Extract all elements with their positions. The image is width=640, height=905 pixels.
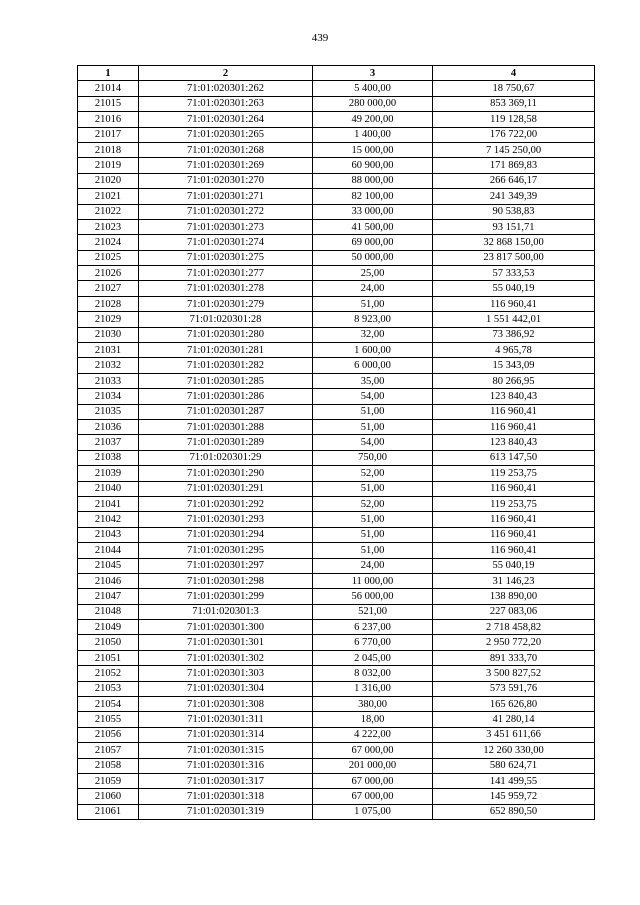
value-cell: 31 146,23 [433,573,595,588]
row-number-cell: 21049 [78,620,139,635]
row-number-cell: 21050 [78,635,139,650]
area-cell: 24,00 [313,281,433,296]
value-cell: 227 083,06 [433,604,595,619]
table-row [78,773,595,788]
area-cell: 56 000,00 [313,589,433,604]
value-cell: 141 499,55 [433,773,595,788]
area-cell: 60 900,00 [313,158,433,173]
row-number-cell: 21027 [78,281,139,296]
column-header-4: 4 [433,66,595,81]
cadastral-number-cell: 71:01:020301:264 [139,112,313,127]
row-number-cell: 21036 [78,419,139,434]
table-row [78,173,595,188]
cadastral-number-cell: 71:01:020301:301 [139,635,313,650]
row-number-cell: 21033 [78,373,139,388]
row-number-cell: 21054 [78,697,139,712]
row-number-cell: 21034 [78,389,139,404]
cadastral-number-cell: 71:01:020301:299 [139,589,313,604]
row-number-cell: 21023 [78,219,139,234]
cadastral-number-cell: 71:01:020301:295 [139,543,313,558]
area-cell: 41 500,00 [313,219,433,234]
cadastral-number-cell: 71:01:020301:265 [139,127,313,142]
cadastral-number-cell: 71:01:020301:278 [139,281,313,296]
cadastral-number-cell: 71:01:020301:271 [139,189,313,204]
table-row [78,635,595,650]
cadastral-number-cell: 71:01:020301:300 [139,620,313,635]
row-number-cell: 21030 [78,327,139,342]
cadastral-number-cell: 71:01:020301:316 [139,758,313,773]
cadastral-number-cell: 71:01:020301:262 [139,81,313,96]
value-cell: 12 260 330,00 [433,743,595,758]
area-cell: 32,00 [313,327,433,342]
value-cell: 165 626,80 [433,697,595,712]
cadastral-number-cell: 71:01:020301:281 [139,343,313,358]
table-row [78,481,595,496]
row-number-cell: 21058 [78,758,139,773]
area-cell: 8 923,00 [313,312,433,327]
row-number-cell: 21042 [78,512,139,527]
table-row [78,219,595,234]
cadastral-number-cell: 71:01:020301:318 [139,789,313,804]
table-row [78,527,595,542]
table-row [78,573,595,588]
row-number-cell: 21035 [78,404,139,419]
row-number-cell: 21051 [78,650,139,665]
table-row [78,189,595,204]
area-cell: 15 000,00 [313,142,433,157]
value-cell: 116 960,41 [433,419,595,434]
value-cell: 123 840,43 [433,389,595,404]
value-cell: 116 960,41 [433,404,595,419]
value-cell: 573 591,76 [433,681,595,696]
table-row [78,743,595,758]
table-row [78,450,595,465]
value-cell: 93 151,71 [433,219,595,234]
table-row [78,327,595,342]
row-number-cell: 21031 [78,343,139,358]
area-cell: 1 075,00 [313,804,433,819]
area-cell: 51,00 [313,512,433,527]
cadastral-number-cell: 71:01:020301:272 [139,204,313,219]
row-number-cell: 21014 [78,81,139,96]
cadastral-number-cell: 71:01:020301:269 [139,158,313,173]
table-row [78,127,595,142]
value-cell: 145 959,72 [433,789,595,804]
area-cell: 24,00 [313,558,433,573]
row-number-cell: 21038 [78,450,139,465]
table-body [78,81,595,820]
area-cell: 67 000,00 [313,773,433,788]
table-row [78,512,595,527]
cadastral-number-cell: 71:01:020301:291 [139,481,313,496]
value-cell: 171 869,83 [433,158,595,173]
cadastral-number-cell: 71:01:020301:287 [139,404,313,419]
cadastral-number-cell: 71:01:020301:279 [139,296,313,311]
value-cell: 18 750,67 [433,81,595,96]
area-cell: 25,00 [313,266,433,281]
value-cell: 119 128,58 [433,112,595,127]
table-row [78,697,595,712]
cadastral-number-cell: 71:01:020301:28 [139,312,313,327]
row-number-cell: 21032 [78,358,139,373]
table-row [78,650,595,665]
value-cell: 2 950 772,20 [433,635,595,650]
table-row [78,81,595,96]
area-cell: 51,00 [313,481,433,496]
table-row [78,681,595,696]
area-cell: 11 000,00 [313,573,433,588]
table-row [78,466,595,481]
table-row [78,389,595,404]
area-cell: 521,00 [313,604,433,619]
row-number-cell: 21057 [78,743,139,758]
area-cell: 201 000,00 [313,758,433,773]
cadastral-number-cell: 71:01:020301:319 [139,804,313,819]
row-number-cell: 21016 [78,112,139,127]
cadastral-number-cell: 71:01:020301:293 [139,512,313,527]
table-row [78,404,595,419]
table-row [78,727,595,742]
table-row [78,758,595,773]
value-cell: 32 868 150,00 [433,235,595,250]
value-cell: 4 965,78 [433,343,595,358]
table-row [78,496,595,511]
row-number-cell: 21055 [78,712,139,727]
cadastral-number-cell: 71:01:020301:280 [139,327,313,342]
row-number-cell: 21020 [78,173,139,188]
value-cell: 55 040,19 [433,558,595,573]
cadastral-number-cell: 71:01:020301:298 [139,573,313,588]
table-row [78,543,595,558]
area-cell: 1 316,00 [313,681,433,696]
area-cell: 35,00 [313,373,433,388]
value-cell: 3 451 611,66 [433,727,595,742]
row-number-cell: 21046 [78,573,139,588]
table-row [78,589,595,604]
value-cell: 41 280,14 [433,712,595,727]
row-number-cell: 21052 [78,666,139,681]
area-cell: 280 000,00 [313,96,433,111]
cadastral-number-cell: 71:01:020301:288 [139,419,313,434]
cadastral-number-cell: 71:01:020301:292 [139,496,313,511]
area-cell: 18,00 [313,712,433,727]
row-number-cell: 21040 [78,481,139,496]
cadastral-number-cell: 71:01:020301:275 [139,250,313,265]
table-row [78,312,595,327]
cadastral-number-cell: 71:01:020301:311 [139,712,313,727]
cadastral-number-cell: 71:01:020301:289 [139,435,313,450]
value-cell: 266 646,17 [433,173,595,188]
cadastral-number-cell: 71:01:020301:294 [139,527,313,542]
value-cell: 116 960,41 [433,481,595,496]
row-number-cell: 21059 [78,773,139,788]
table-row [78,250,595,265]
area-cell: 67 000,00 [313,789,433,804]
value-cell: 116 960,41 [433,296,595,311]
row-number-cell: 21025 [78,250,139,265]
area-cell: 49 200,00 [313,112,433,127]
area-cell: 380,00 [313,697,433,712]
row-number-cell: 21047 [78,589,139,604]
area-cell: 1 600,00 [313,343,433,358]
cadastral-number-cell: 71:01:020301:304 [139,681,313,696]
cadastral-number-cell: 71:01:020301:277 [139,266,313,281]
cadastral-number-cell: 71:01:020301:315 [139,743,313,758]
cadastral-number-cell: 71:01:020301:3 [139,604,313,619]
value-cell: 138 890,00 [433,589,595,604]
area-cell: 1 400,00 [313,127,433,142]
area-cell: 51,00 [313,543,433,558]
area-cell: 82 100,00 [313,189,433,204]
cadastral-number-cell: 71:01:020301:29 [139,450,313,465]
value-cell: 80 266,95 [433,373,595,388]
row-number-cell: 21044 [78,543,139,558]
row-number-cell: 21024 [78,235,139,250]
area-cell: 67 000,00 [313,743,433,758]
value-cell: 119 253,75 [433,496,595,511]
row-number-cell: 21022 [78,204,139,219]
row-number-cell: 21060 [78,789,139,804]
area-cell: 52,00 [313,466,433,481]
cadastral-number-cell: 71:01:020301:263 [139,96,313,111]
area-cell: 8 032,00 [313,666,433,681]
value-cell: 2 718 458,82 [433,620,595,635]
table-row [78,96,595,111]
value-cell: 15 343,09 [433,358,595,373]
value-cell: 1 551 442,01 [433,312,595,327]
value-cell: 7 145 250,00 [433,142,595,157]
row-number-cell: 21061 [78,804,139,819]
area-cell: 6 770,00 [313,635,433,650]
table-row [78,435,595,450]
table-row [78,112,595,127]
area-cell: 52,00 [313,496,433,511]
row-number-cell: 21019 [78,158,139,173]
row-number-cell: 21029 [78,312,139,327]
value-cell: 891 333,70 [433,650,595,665]
value-cell: 90 538,83 [433,204,595,219]
area-cell: 33 000,00 [313,204,433,219]
value-cell: 652 890,50 [433,804,595,819]
column-header-3: 3 [313,66,433,81]
area-cell: 88 000,00 [313,173,433,188]
area-cell: 5 400,00 [313,81,433,96]
table-row [78,373,595,388]
area-cell: 51,00 [313,296,433,311]
area-cell: 750,00 [313,450,433,465]
table-row [78,204,595,219]
area-cell: 51,00 [313,419,433,434]
column-header-2: 2 [139,66,313,81]
column-header-1: 1 [78,66,139,81]
area-cell: 6 237,00 [313,620,433,635]
value-cell: 580 624,71 [433,758,595,773]
value-cell: 176 722,00 [433,127,595,142]
value-cell: 116 960,41 [433,512,595,527]
value-cell: 853 369,11 [433,96,595,111]
data-table [77,65,595,820]
area-cell: 51,00 [313,527,433,542]
value-cell: 23 817 500,00 [433,250,595,265]
value-cell: 613 147,50 [433,450,595,465]
row-number-cell: 21028 [78,296,139,311]
value-cell: 241 349,39 [433,189,595,204]
area-cell: 2 045,00 [313,650,433,665]
table-row [78,343,595,358]
table-row [78,620,595,635]
value-cell: 57 333,53 [433,266,595,281]
row-number-cell: 21039 [78,466,139,481]
cadastral-number-cell: 71:01:020301:290 [139,466,313,481]
row-number-cell: 21026 [78,266,139,281]
value-cell: 123 840,43 [433,435,595,450]
page-number: 439 [311,32,329,44]
area-cell: 54,00 [313,389,433,404]
cadastral-number-cell: 71:01:020301:286 [139,389,313,404]
cadastral-number-cell: 71:01:020301:274 [139,235,313,250]
row-number-cell: 21015 [78,96,139,111]
value-cell: 119 253,75 [433,466,595,481]
cadastral-number-cell: 71:01:020301:297 [139,558,313,573]
row-number-cell: 21041 [78,496,139,511]
row-number-cell: 21053 [78,681,139,696]
cadastral-number-cell: 71:01:020301:273 [139,219,313,234]
area-cell: 51,00 [313,404,433,419]
cadastral-number-cell: 71:01:020301:303 [139,666,313,681]
cadastral-number-cell: 71:01:020301:270 [139,173,313,188]
table-row [78,666,595,681]
table-row [78,712,595,727]
cadastral-number-cell: 71:01:020301:282 [139,358,313,373]
row-number-cell: 21045 [78,558,139,573]
cadastral-number-cell: 71:01:020301:285 [139,373,313,388]
area-cell: 54,00 [313,435,433,450]
area-cell: 6 000,00 [313,358,433,373]
table-row [78,142,595,157]
table-row [78,604,595,619]
value-cell: 55 040,19 [433,281,595,296]
table-header-row [78,66,595,81]
area-cell: 69 000,00 [313,235,433,250]
cadastral-number-cell: 71:01:020301:268 [139,142,313,157]
row-number-cell: 21017 [78,127,139,142]
row-number-cell: 21037 [78,435,139,450]
area-cell: 4 222,00 [313,727,433,742]
row-number-cell: 21048 [78,604,139,619]
cadastral-number-cell: 71:01:020301:308 [139,697,313,712]
table-row [78,266,595,281]
area-cell: 50 000,00 [313,250,433,265]
table-row [78,804,595,819]
value-cell: 3 500 827,52 [433,666,595,681]
cadastral-number-cell: 71:01:020301:317 [139,773,313,788]
table-row [78,789,595,804]
table-row [78,235,595,250]
row-number-cell: 21056 [78,727,139,742]
table-row [78,158,595,173]
table-row [78,419,595,434]
value-cell: 116 960,41 [433,543,595,558]
value-cell: 73 386,92 [433,327,595,342]
table-row [78,296,595,311]
row-number-cell: 21018 [78,142,139,157]
value-cell: 116 960,41 [433,527,595,542]
table-row [78,358,595,373]
row-number-cell: 21043 [78,527,139,542]
cadastral-number-cell: 71:01:020301:314 [139,727,313,742]
row-number-cell: 21021 [78,189,139,204]
table-row [78,558,595,573]
table-row [78,281,595,296]
cadastral-number-cell: 71:01:020301:302 [139,650,313,665]
